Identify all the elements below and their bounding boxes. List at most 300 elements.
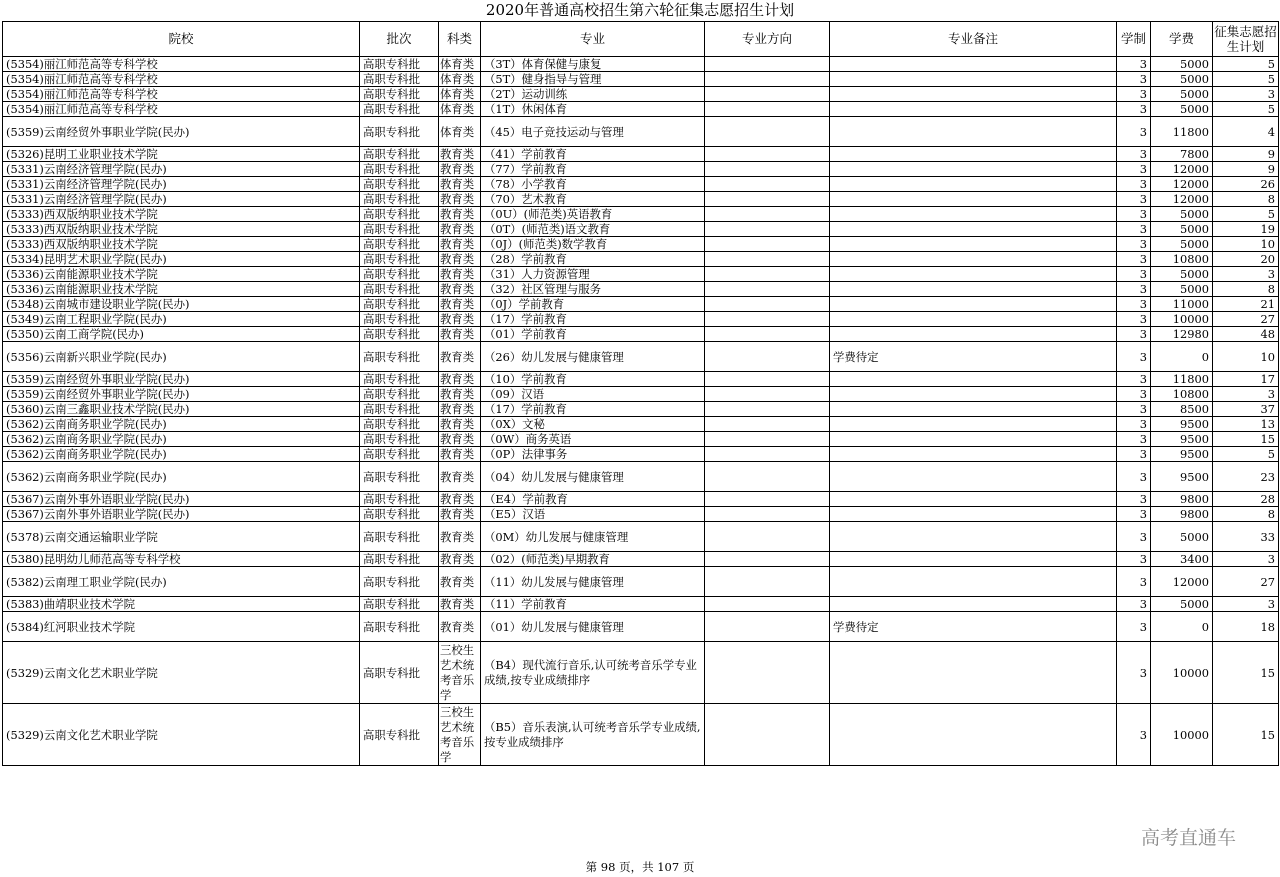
cell-fee: 9500 xyxy=(1151,432,1213,447)
table-body xyxy=(3,57,1279,766)
cell-direction xyxy=(705,612,830,642)
cell-batch: 高职专科批 xyxy=(360,72,439,87)
cell-batch: 高职专科批 xyxy=(360,387,439,402)
cell-note xyxy=(830,252,1117,267)
cell-years: 3 xyxy=(1117,492,1151,507)
cell-fee: 10000 xyxy=(1151,642,1213,704)
table-row xyxy=(3,177,1279,192)
cell-direction xyxy=(705,147,830,162)
table-row xyxy=(3,312,1279,327)
cell-note xyxy=(830,432,1117,447)
cell-direction xyxy=(705,237,830,252)
cell-category: 教育类 xyxy=(439,162,481,177)
cell-school: (5362)云南商务职业学院(民办) xyxy=(3,432,360,447)
cell-category: 教育类 xyxy=(439,492,481,507)
table-row xyxy=(3,267,1279,282)
cell-major: （09）汉语 xyxy=(481,387,705,402)
cell-fee: 12000 xyxy=(1151,162,1213,177)
cell-plan: 3 xyxy=(1213,87,1279,102)
cell-school: (5359)云南经贸外事职业学院(民办) xyxy=(3,372,360,387)
col-fee-header: 学费 xyxy=(1151,22,1213,57)
cell-plan: 23 xyxy=(1213,462,1279,492)
cell-years: 3 xyxy=(1117,642,1151,704)
cell-batch: 高职专科批 xyxy=(360,704,439,766)
cell-major: （5T）健身指导与管理 xyxy=(481,72,705,87)
cell-category: 教育类 xyxy=(439,432,481,447)
table-row xyxy=(3,492,1279,507)
cell-years: 3 xyxy=(1117,387,1151,402)
cell-years: 3 xyxy=(1117,522,1151,552)
watermark-text: 高考直通车 xyxy=(1141,827,1237,849)
cell-major: （78）小学教育 xyxy=(481,177,705,192)
cell-years: 3 xyxy=(1117,462,1151,492)
cell-direction xyxy=(705,402,830,417)
cell-fee: 5000 xyxy=(1151,222,1213,237)
cell-major: （0U）(师范类)英语教育 xyxy=(481,207,705,222)
cell-school: (5333)西双版纳职业技术学院 xyxy=(3,207,360,222)
cell-note xyxy=(830,417,1117,432)
cell-batch: 高职专科批 xyxy=(360,642,439,704)
cell-direction xyxy=(705,342,830,372)
table-row xyxy=(3,387,1279,402)
cell-category: 体育类 xyxy=(439,117,481,147)
cell-category: 教育类 xyxy=(439,507,481,522)
col-years-header: 学制 xyxy=(1117,22,1151,57)
cell-note xyxy=(830,492,1117,507)
cell-category: 体育类 xyxy=(439,102,481,117)
table-row xyxy=(3,432,1279,447)
cell-plan: 3 xyxy=(1213,552,1279,567)
cell-category: 教育类 xyxy=(439,312,481,327)
cell-years: 3 xyxy=(1117,207,1151,222)
cell-note xyxy=(830,462,1117,492)
table-row xyxy=(3,57,1279,72)
cell-batch: 高职专科批 xyxy=(360,147,439,162)
cell-plan: 3 xyxy=(1213,597,1279,612)
table-row xyxy=(3,252,1279,267)
cell-major: （32）社区管理与服务 xyxy=(481,282,705,297)
cell-major: （70）艺术教育 xyxy=(481,192,705,207)
cell-years: 3 xyxy=(1117,597,1151,612)
cell-category: 教育类 xyxy=(439,222,481,237)
cell-batch: 高职专科批 xyxy=(360,342,439,372)
cell-school: (5384)红河职业技术学院 xyxy=(3,612,360,642)
cell-school: (5336)云南能源职业技术学院 xyxy=(3,282,360,297)
cell-major: （B4）现代流行音乐,认可统考音乐学专业成绩,按专业成绩排序 xyxy=(481,642,705,704)
cell-plan: 37 xyxy=(1213,402,1279,417)
cell-batch: 高职专科批 xyxy=(360,102,439,117)
cell-direction xyxy=(705,117,830,147)
cell-direction xyxy=(705,207,830,222)
cell-category: 教育类 xyxy=(439,252,481,267)
cell-school: (5378)云南交通运输职业学院 xyxy=(3,522,360,552)
cell-school: (5349)云南工程职业学院(民办) xyxy=(3,312,360,327)
cell-major: （41）学前教育 xyxy=(481,147,705,162)
cell-fee: 5000 xyxy=(1151,207,1213,222)
cell-note xyxy=(830,552,1117,567)
cell-plan: 15 xyxy=(1213,642,1279,704)
cell-category: 教育类 xyxy=(439,342,481,372)
cell-note xyxy=(830,207,1117,222)
cell-batch: 高职专科批 xyxy=(360,447,439,462)
table-row xyxy=(3,222,1279,237)
cell-fee: 12000 xyxy=(1151,567,1213,597)
cell-school: (5382)云南理工职业学院(民办) xyxy=(3,567,360,597)
cell-direction xyxy=(705,102,830,117)
cell-plan: 27 xyxy=(1213,312,1279,327)
cell-note: 学费待定 xyxy=(830,342,1117,372)
cell-school: (5354)丽江师范高等专科学校 xyxy=(3,102,360,117)
cell-major: （1T）休闲体育 xyxy=(481,102,705,117)
table-row xyxy=(3,297,1279,312)
cell-school: (5331)云南经济管理学院(民办) xyxy=(3,162,360,177)
cell-note xyxy=(830,162,1117,177)
cell-plan: 48 xyxy=(1213,327,1279,342)
table-row xyxy=(3,192,1279,207)
cell-years: 3 xyxy=(1117,117,1151,147)
cell-school: (5334)昆明艺术职业学院(民办) xyxy=(3,252,360,267)
cell-school: (5348)云南城市建设职业学院(民办) xyxy=(3,297,360,312)
cell-batch: 高职专科批 xyxy=(360,567,439,597)
cell-major: （01）学前教育 xyxy=(481,327,705,342)
cell-fee: 5000 xyxy=(1151,522,1213,552)
cell-major: （2T）运动训练 xyxy=(481,87,705,102)
cell-direction xyxy=(705,282,830,297)
cell-note xyxy=(830,704,1117,766)
cell-years: 3 xyxy=(1117,372,1151,387)
cell-direction xyxy=(705,552,830,567)
cell-direction xyxy=(705,372,830,387)
cell-major: （B5）音乐表演,认可统考音乐学专业成绩,按专业成绩排序 xyxy=(481,704,705,766)
cell-fee: 5000 xyxy=(1151,267,1213,282)
col-plan-header: 征集志愿招生计划 xyxy=(1213,22,1279,57)
page-title: 2020年普通高校招生第六轮征集志愿招生计划 xyxy=(485,1,795,19)
cell-plan: 3 xyxy=(1213,267,1279,282)
cell-years: 3 xyxy=(1117,267,1151,282)
cell-plan: 18 xyxy=(1213,612,1279,642)
cell-years: 3 xyxy=(1117,222,1151,237)
cell-category: 教育类 xyxy=(439,522,481,552)
cell-plan: 5 xyxy=(1213,207,1279,222)
cell-note xyxy=(830,57,1117,72)
cell-batch: 高职专科批 xyxy=(360,162,439,177)
cell-school: (5331)云南经济管理学院(民办) xyxy=(3,177,360,192)
cell-direction xyxy=(705,432,830,447)
table-row xyxy=(3,282,1279,297)
cell-category: 教育类 xyxy=(439,552,481,567)
enrollment-table xyxy=(2,21,1279,766)
cell-note xyxy=(830,147,1117,162)
cell-category: 教育类 xyxy=(439,327,481,342)
cell-major: （11）学前教育 xyxy=(481,597,705,612)
cell-plan: 15 xyxy=(1213,704,1279,766)
cell-note xyxy=(830,297,1117,312)
cell-note xyxy=(830,522,1117,552)
cell-plan: 8 xyxy=(1213,282,1279,297)
cell-plan: 5 xyxy=(1213,72,1279,87)
cell-major: （0P）法律事务 xyxy=(481,447,705,462)
cell-major: （0J）学前教育 xyxy=(481,297,705,312)
cell-school: (5360)云南三鑫职业技术学院(民办) xyxy=(3,402,360,417)
cell-note xyxy=(830,102,1117,117)
cell-direction xyxy=(705,57,830,72)
cell-category: 三校生艺术统考音乐学 xyxy=(439,704,481,766)
cell-fee: 9800 xyxy=(1151,507,1213,522)
cell-years: 3 xyxy=(1117,417,1151,432)
cell-years: 3 xyxy=(1117,72,1151,87)
cell-fee: 11000 xyxy=(1151,297,1213,312)
cell-years: 3 xyxy=(1117,447,1151,462)
cell-fee: 8500 xyxy=(1151,402,1213,417)
cell-school: (5333)西双版纳职业技术学院 xyxy=(3,237,360,252)
cell-major: （11）幼儿发展与健康管理 xyxy=(481,567,705,597)
cell-plan: 21 xyxy=(1213,297,1279,312)
cell-category: 教育类 xyxy=(439,297,481,312)
cell-batch: 高职专科批 xyxy=(360,207,439,222)
cell-plan: 33 xyxy=(1213,522,1279,552)
cell-school: (5350)云南工商学院(民办) xyxy=(3,327,360,342)
cell-note xyxy=(830,567,1117,597)
cell-category: 三校生艺术统考音乐学 xyxy=(439,642,481,704)
cell-plan: 20 xyxy=(1213,252,1279,267)
col-category-header: 科类 xyxy=(439,22,481,57)
cell-batch: 高职专科批 xyxy=(360,237,439,252)
cell-batch: 高职专科批 xyxy=(360,522,439,552)
cell-school: (5336)云南能源职业技术学院 xyxy=(3,267,360,282)
cell-batch: 高职专科批 xyxy=(360,57,439,72)
cell-fee: 10800 xyxy=(1151,387,1213,402)
cell-years: 3 xyxy=(1117,162,1151,177)
cell-fee: 3400 xyxy=(1151,552,1213,567)
cell-direction xyxy=(705,522,830,552)
cell-batch: 高职专科批 xyxy=(360,192,439,207)
cell-category: 教育类 xyxy=(439,402,481,417)
cell-major: （31）人力资源管理 xyxy=(481,267,705,282)
table-row xyxy=(3,447,1279,462)
cell-major: （E4）学前教育 xyxy=(481,492,705,507)
cell-major: （0M）幼儿发展与健康管理 xyxy=(481,522,705,552)
cell-category: 教育类 xyxy=(439,237,481,252)
cell-years: 3 xyxy=(1117,507,1151,522)
cell-batch: 高职专科批 xyxy=(360,267,439,282)
cell-direction xyxy=(705,192,830,207)
cell-plan: 5 xyxy=(1213,102,1279,117)
table-row xyxy=(3,372,1279,387)
cell-major: （02）(师范类)早期教育 xyxy=(481,552,705,567)
cell-major: （01）幼儿发展与健康管理 xyxy=(481,612,705,642)
cell-fee: 9800 xyxy=(1151,492,1213,507)
cell-note xyxy=(830,117,1117,147)
cell-major: （0J）(师范类)数学教育 xyxy=(481,237,705,252)
cell-category: 教育类 xyxy=(439,207,481,222)
cell-plan: 8 xyxy=(1213,507,1279,522)
cell-years: 3 xyxy=(1117,312,1151,327)
cell-school: (5383)曲靖职业技术学院 xyxy=(3,597,360,612)
cell-fee: 5000 xyxy=(1151,72,1213,87)
cell-note xyxy=(830,267,1117,282)
cell-years: 3 xyxy=(1117,612,1151,642)
table-row xyxy=(3,522,1279,552)
cell-plan: 3 xyxy=(1213,387,1279,402)
table-row xyxy=(3,117,1279,147)
cell-note xyxy=(830,192,1117,207)
cell-batch: 高职专科批 xyxy=(360,222,439,237)
cell-direction xyxy=(705,87,830,102)
cell-school: (5354)丽江师范高等专科学校 xyxy=(3,72,360,87)
cell-fee: 10000 xyxy=(1151,704,1213,766)
cell-school: (5359)云南经贸外事职业学院(民办) xyxy=(3,117,360,147)
cell-major: （0T）(师范类)语文教育 xyxy=(481,222,705,237)
cell-plan: 19 xyxy=(1213,222,1279,237)
cell-fee: 11800 xyxy=(1151,117,1213,147)
cell-batch: 高职专科批 xyxy=(360,282,439,297)
cell-category: 教育类 xyxy=(439,567,481,597)
cell-fee: 12000 xyxy=(1151,192,1213,207)
cell-note xyxy=(830,447,1117,462)
table-row xyxy=(3,147,1279,162)
cell-category: 教育类 xyxy=(439,447,481,462)
cell-school: (5362)云南商务职业学院(民办) xyxy=(3,417,360,432)
table-row xyxy=(3,552,1279,567)
cell-note xyxy=(830,507,1117,522)
cell-direction xyxy=(705,597,830,612)
cell-batch: 高职专科批 xyxy=(360,552,439,567)
table-row xyxy=(3,704,1279,766)
cell-major: （26）幼儿发展与健康管理 xyxy=(481,342,705,372)
cell-fee: 9500 xyxy=(1151,447,1213,462)
cell-note xyxy=(830,642,1117,704)
cell-batch: 高职专科批 xyxy=(360,297,439,312)
cell-batch: 高职专科批 xyxy=(360,417,439,432)
cell-school: (5329)云南文化艺术职业学院 xyxy=(3,704,360,766)
cell-direction xyxy=(705,567,830,597)
cell-category: 体育类 xyxy=(439,87,481,102)
cell-direction xyxy=(705,72,830,87)
cell-batch: 高职专科批 xyxy=(360,507,439,522)
table-row xyxy=(3,207,1279,222)
cell-fee: 5000 xyxy=(1151,237,1213,252)
cell-category: 教育类 xyxy=(439,177,481,192)
cell-years: 3 xyxy=(1117,342,1151,372)
cell-fee: 5000 xyxy=(1151,57,1213,72)
table-row xyxy=(3,402,1279,417)
table-row xyxy=(3,507,1279,522)
cell-batch: 高职专科批 xyxy=(360,612,439,642)
cell-note xyxy=(830,387,1117,402)
cell-plan: 27 xyxy=(1213,567,1279,597)
cell-school: (5367)云南外事外语职业学院(民办) xyxy=(3,492,360,507)
cell-category: 教育类 xyxy=(439,282,481,297)
cell-fee: 9500 xyxy=(1151,417,1213,432)
cell-fee: 0 xyxy=(1151,612,1213,642)
cell-years: 3 xyxy=(1117,552,1151,567)
cell-major: （45）电子竞技运动与管理 xyxy=(481,117,705,147)
cell-batch: 高职专科批 xyxy=(360,312,439,327)
cell-major: （77）学前教育 xyxy=(481,162,705,177)
cell-batch: 高职专科批 xyxy=(360,117,439,147)
table-row xyxy=(3,417,1279,432)
cell-direction xyxy=(705,222,830,237)
cell-direction xyxy=(705,252,830,267)
page-footer: 第 98 页，共 107 页 xyxy=(585,860,695,874)
table-row xyxy=(3,87,1279,102)
cell-school: (5380)昆明幼儿师范高等专科学校 xyxy=(3,552,360,567)
cell-direction xyxy=(705,642,830,704)
col-direction-header: 专业方向 xyxy=(705,22,830,57)
cell-years: 3 xyxy=(1117,567,1151,597)
cell-major: （0X）文秘 xyxy=(481,417,705,432)
cell-batch: 高职专科批 xyxy=(360,432,439,447)
cell-school: (5354)丽江师范高等专科学校 xyxy=(3,57,360,72)
cell-school: (5333)西双版纳职业技术学院 xyxy=(3,222,360,237)
cell-batch: 高职专科批 xyxy=(360,327,439,342)
cell-years: 3 xyxy=(1117,282,1151,297)
cell-direction xyxy=(705,267,830,282)
cell-fee: 0 xyxy=(1151,342,1213,372)
cell-plan: 9 xyxy=(1213,162,1279,177)
cell-batch: 高职专科批 xyxy=(360,462,439,492)
cell-school: (5367)云南外事外语职业学院(民办) xyxy=(3,507,360,522)
cell-direction xyxy=(705,327,830,342)
cell-note xyxy=(830,177,1117,192)
table-row xyxy=(3,597,1279,612)
cell-batch: 高职专科批 xyxy=(360,372,439,387)
cell-fee: 12000 xyxy=(1151,177,1213,192)
cell-fee: 11800 xyxy=(1151,372,1213,387)
table-row xyxy=(3,72,1279,87)
col-major-header: 专业 xyxy=(481,22,705,57)
cell-plan: 4 xyxy=(1213,117,1279,147)
cell-batch: 高职专科批 xyxy=(360,252,439,267)
cell-plan: 28 xyxy=(1213,492,1279,507)
table-row xyxy=(3,642,1279,704)
cell-note xyxy=(830,282,1117,297)
cell-fee: 7800 xyxy=(1151,147,1213,162)
cell-years: 3 xyxy=(1117,102,1151,117)
cell-direction xyxy=(705,704,830,766)
cell-plan: 17 xyxy=(1213,372,1279,387)
table-header-row xyxy=(3,22,1279,57)
cell-fee: 10800 xyxy=(1151,252,1213,267)
cell-major: （17）学前教育 xyxy=(481,312,705,327)
cell-school: (5331)云南经济管理学院(民办) xyxy=(3,192,360,207)
cell-major: （04）幼儿发展与健康管理 xyxy=(481,462,705,492)
cell-note xyxy=(830,402,1117,417)
cell-category: 教育类 xyxy=(439,267,481,282)
cell-plan: 15 xyxy=(1213,432,1279,447)
cell-fee: 12980 xyxy=(1151,327,1213,342)
cell-plan: 5 xyxy=(1213,447,1279,462)
cell-school: (5329)云南文化艺术职业学院 xyxy=(3,642,360,704)
table-row xyxy=(3,462,1279,492)
cell-note: 学费待定 xyxy=(830,612,1117,642)
cell-category: 教育类 xyxy=(439,192,481,207)
col-batch-header: 批次 xyxy=(360,22,439,57)
col-note-header: 专业备注 xyxy=(830,22,1117,57)
cell-note xyxy=(830,72,1117,87)
cell-direction xyxy=(705,162,830,177)
table-row xyxy=(3,342,1279,372)
cell-years: 3 xyxy=(1117,252,1151,267)
cell-years: 3 xyxy=(1117,192,1151,207)
cell-plan: 5 xyxy=(1213,57,1279,72)
cell-batch: 高职专科批 xyxy=(360,177,439,192)
cell-note xyxy=(830,327,1117,342)
cell-major: （E5）汉语 xyxy=(481,507,705,522)
cell-years: 3 xyxy=(1117,177,1151,192)
cell-fee: 5000 xyxy=(1151,597,1213,612)
table-row xyxy=(3,237,1279,252)
